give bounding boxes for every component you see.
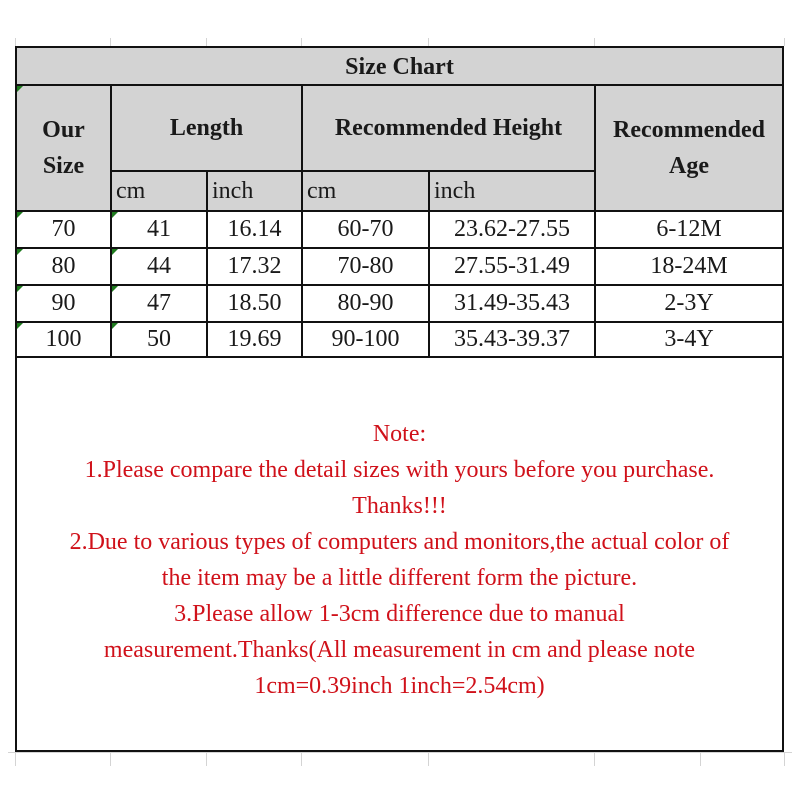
border: [17, 284, 782, 286]
cell-length-inch: 19.69: [208, 323, 301, 356]
cell-height-cm: 60-70: [303, 212, 428, 247]
border: [301, 84, 303, 358]
cell-height-cm: 90-100: [303, 323, 428, 356]
subheader-height-cm: cm: [303, 172, 428, 210]
cell-marker: [17, 212, 23, 218]
cell-height-inch: 31.49-35.43: [430, 286, 594, 321]
grid-tick: [301, 752, 302, 766]
grid-tick: [594, 752, 595, 766]
border: [594, 84, 596, 358]
header-recommended-age: [596, 86, 782, 210]
note-line: 3.Please allow 1-3cm difference due to manual: [174, 601, 625, 627]
cell-length-cm: 41: [112, 212, 206, 247]
cell-length-inch: 17.32: [208, 249, 301, 284]
note-line: 1.Please compare the detail sizes with yours before you purchase.: [84, 457, 715, 483]
cell-marker: [17, 249, 23, 255]
cell-size: 70: [17, 212, 110, 247]
header-recommended-height: Recommended Height: [303, 86, 594, 170]
border: [17, 247, 782, 249]
header-our-size: [17, 86, 110, 210]
grid-tick: [15, 752, 16, 766]
note-line: 1cm=0.39inch 1inch=2.54cm): [254, 673, 545, 699]
border: [17, 321, 782, 323]
grid-tick: [15, 38, 16, 46]
border: [110, 170, 596, 172]
cell-marker: [17, 323, 23, 329]
cell-age: 6-12M: [596, 212, 782, 247]
grid-tick: [206, 752, 207, 766]
header-our-size-line1: Our: [42, 117, 85, 143]
cell-size: 90: [17, 286, 110, 321]
note-line: Thanks!!!: [352, 493, 447, 519]
subheader-length-cm: cm: [112, 172, 206, 210]
subheader-height-inch: inch: [430, 172, 594, 210]
cell-height-inch: 27.55-31.49: [430, 249, 594, 284]
cell-age: 3-4Y: [596, 323, 782, 356]
cell-length-cm: 50: [112, 323, 206, 356]
cell-length-cm: 47: [112, 286, 206, 321]
grid-tick: [784, 38, 785, 46]
header-our-size-line2: Size: [42, 153, 85, 179]
note-line: measurement.Thanks(All measurement in cm and please note: [103, 637, 696, 663]
cell-height-inch: 23.62-27.55: [430, 212, 594, 247]
cell-size: 100: [17, 323, 110, 356]
grid-tick: [700, 752, 701, 766]
size-chart-table: [15, 46, 784, 752]
size-chart-title: Size Chart: [17, 48, 782, 85]
note-block: [17, 416, 782, 704]
cell-marker: [17, 286, 23, 292]
border: [17, 356, 782, 358]
header-recommended-age-line1: Recommended: [613, 117, 765, 143]
cell-marker: [112, 212, 118, 218]
cell-length-cm: 44: [112, 249, 206, 284]
cell-marker: [112, 249, 118, 255]
note-title: Note:: [372, 421, 427, 447]
border: [110, 84, 112, 358]
border: [17, 84, 782, 86]
grid-tick: [784, 752, 785, 766]
border: [428, 170, 430, 358]
note-line: the item may be a little different form the picture.: [161, 565, 638, 591]
border: [206, 170, 208, 358]
cell-height-cm: 80-90: [303, 286, 428, 321]
cell-marker: [17, 86, 23, 92]
cell-length-inch: 16.14: [208, 212, 301, 247]
note-line: 2.Due to various types of computers and monitors,the actual color of: [69, 529, 730, 555]
cell-marker: [112, 323, 118, 329]
cell-age: 18-24M: [596, 249, 782, 284]
grid-tick: [428, 752, 429, 766]
header-recommended-age-line2: Age: [669, 153, 709, 179]
grid-tick: [594, 38, 595, 46]
grid-tick: [8, 752, 792, 753]
grid-tick: [110, 38, 111, 46]
header-length: Length: [112, 86, 301, 170]
subheader-length-inch: inch: [208, 172, 301, 210]
cell-height-cm: 70-80: [303, 249, 428, 284]
grid-tick: [301, 38, 302, 46]
cell-length-inch: 18.50: [208, 286, 301, 321]
cell-size: 80: [17, 249, 110, 284]
grid-tick: [206, 38, 207, 46]
cell-marker: [112, 286, 118, 292]
cell-height-inch: 35.43-39.37: [430, 323, 594, 356]
grid-tick: [428, 38, 429, 46]
border: [17, 210, 782, 212]
grid-tick: [110, 752, 111, 766]
cell-age: 2-3Y: [596, 286, 782, 321]
